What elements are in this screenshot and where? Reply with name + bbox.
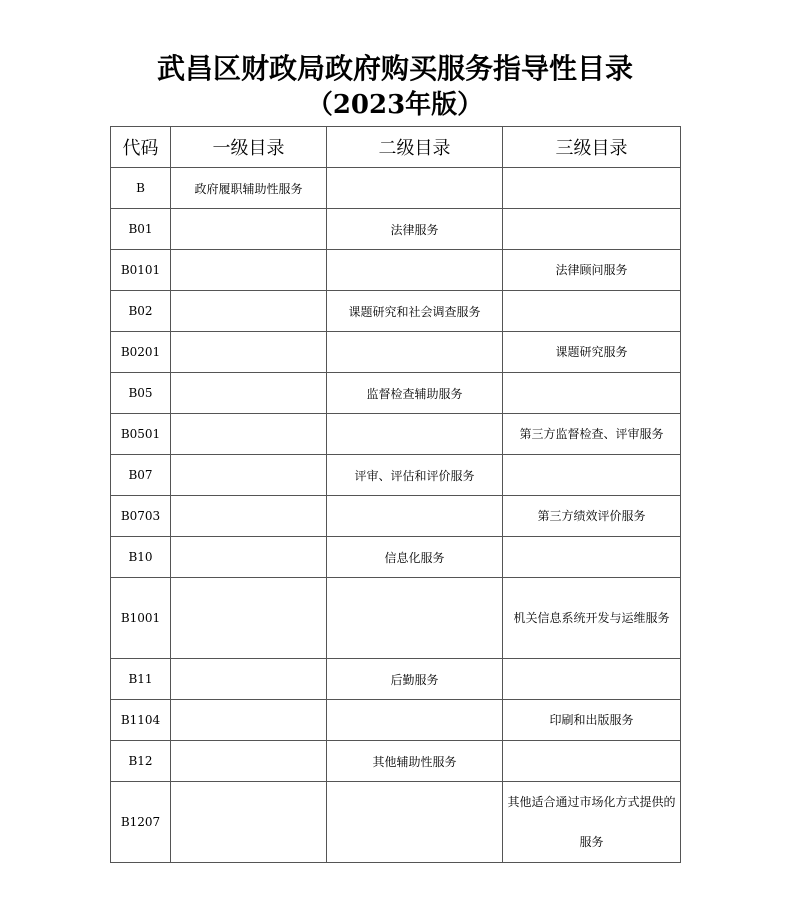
cell-level3: 课题研究服务: [503, 332, 681, 373]
table-row: [111, 455, 681, 496]
cell-level3: [503, 373, 681, 414]
cell-level3: 法律顾问服务: [503, 250, 681, 291]
cell-level1: [171, 209, 327, 250]
cell-level2: 课题研究和社会调查服务: [327, 291, 503, 332]
table-row: [111, 578, 681, 659]
table-row: [111, 659, 681, 700]
cell-level2: [327, 496, 503, 537]
cell-level2: [327, 168, 503, 209]
cell-level3: 其他适合通过市场化方式提供的服务: [503, 782, 681, 863]
header-code: 代码: [111, 127, 171, 168]
header-level1: 一级目录: [171, 127, 327, 168]
cell-code: B07: [111, 455, 171, 496]
cell-level2: 其他辅助性服务: [327, 741, 503, 782]
cell-level2: 信息化服务: [327, 537, 503, 578]
cell-level1: [171, 700, 327, 741]
table-row: [111, 537, 681, 578]
cell-code: B0501: [111, 414, 171, 455]
table-row: [111, 332, 681, 373]
cell-level3: [503, 741, 681, 782]
cell-level1: [171, 373, 327, 414]
cell-level2: 评审、评估和评价服务: [327, 455, 503, 496]
cell-level1: [171, 455, 327, 496]
table-row: [111, 250, 681, 291]
cell-level2: [327, 700, 503, 741]
cell-level2: [327, 782, 503, 863]
cell-code: B1207: [111, 782, 171, 863]
cell-level3: [503, 537, 681, 578]
cell-level1: 政府履职辅助性服务: [171, 168, 327, 209]
cell-level1: [171, 332, 327, 373]
cell-code: B10: [111, 537, 171, 578]
header-level2: 二级目录: [327, 127, 503, 168]
cell-level1: [171, 414, 327, 455]
cell-level2: 监督检查辅助服务: [327, 373, 503, 414]
cell-code: B0703: [111, 496, 171, 537]
cell-level1: [171, 578, 327, 659]
cell-level3: 机关信息系统开发与运维服务: [503, 578, 681, 659]
cell-level1: [171, 659, 327, 700]
cell-level1: [171, 250, 327, 291]
header-level3: 三级目录: [503, 127, 681, 168]
cell-level3: [503, 659, 681, 700]
cell-code: B11: [111, 659, 171, 700]
cell-level3: [503, 291, 681, 332]
cell-level2: [327, 414, 503, 455]
cell-code: B02: [111, 291, 171, 332]
cell-level2: [327, 578, 503, 659]
cell-code: B0201: [111, 332, 171, 373]
cell-level3: 第三方监督检查、评审服务: [503, 414, 681, 455]
cell-level1: [171, 291, 327, 332]
table-row: [111, 168, 681, 209]
cell-level2: 后勤服务: [327, 659, 503, 700]
table-row: [111, 782, 681, 863]
table-row: [111, 741, 681, 782]
table-row: [111, 414, 681, 455]
cell-code: B12: [111, 741, 171, 782]
table-row: [111, 700, 681, 741]
document-title: 武昌区财政局政府购买服务指导性目录: [156, 52, 633, 85]
cell-level2: [327, 332, 503, 373]
cell-code: B05: [111, 373, 171, 414]
cell-code: B1001: [111, 578, 171, 659]
cell-code: B1104: [111, 700, 171, 741]
cell-level3: [503, 168, 681, 209]
cell-level3: [503, 455, 681, 496]
cell-level3: 印刷和出版服务: [503, 700, 681, 741]
document-edition: （2023年版）: [306, 90, 484, 120]
catalog-table: [110, 126, 681, 863]
table-row: [111, 496, 681, 537]
cell-level3: [503, 209, 681, 250]
cell-code: B0101: [111, 250, 171, 291]
cell-code: B: [111, 168, 171, 209]
cell-level2: [327, 250, 503, 291]
table-row: [111, 291, 681, 332]
table-header-row: [111, 127, 681, 168]
cell-level1: [171, 537, 327, 578]
cell-level2: 法律服务: [327, 209, 503, 250]
cell-level3: 第三方绩效评价服务: [503, 496, 681, 537]
table-row: [111, 209, 681, 250]
cell-level1: [171, 782, 327, 863]
cell-code: B01: [111, 209, 171, 250]
cell-level1: [171, 496, 327, 537]
cell-level1: [171, 741, 327, 782]
table-row: [111, 373, 681, 414]
